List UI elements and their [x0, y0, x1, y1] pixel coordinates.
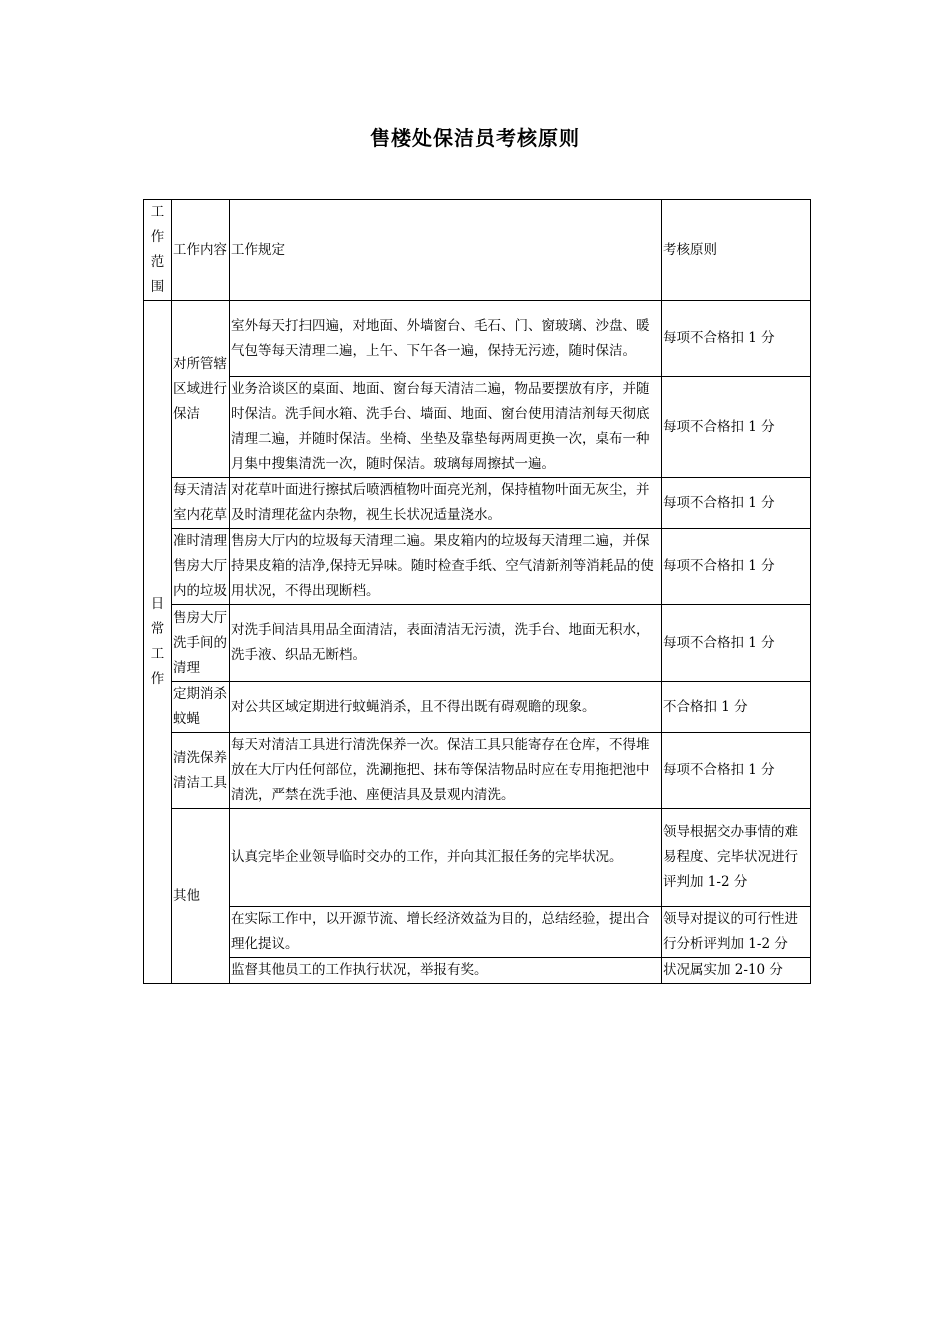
criteria-cell: 状况属实加 2-10 分 — [662, 958, 811, 984]
rule-cell: 业务洽谈区的桌面、地面、窗台每天清洁二遍，物品要摆放有序，并随时保洁。洗手间水箱、洗手台、墙面、地面、窗台使用清洁剂每天彻底清理二遍，并随时保洁。坐椅、坐垫及靠垫每两周更换一次，桌布一种月集中搜集清洗一次，随时保洁。玻璃每周擦拭一遍。 — [230, 377, 662, 478]
header-row — [144, 200, 811, 301]
table-row — [144, 478, 811, 529]
rule-cell: 对公共区域定期进行蚊蝇消杀，且不得出既有碍观瞻的现象。 — [230, 682, 662, 733]
rule-cell: 监督其他员工的工作执行状况，举报有奖。 — [230, 958, 662, 984]
criteria-cell: 每项不合格扣 1 分 — [662, 377, 811, 478]
assessment-table — [143, 199, 811, 984]
header-rule: 工作规定 — [230, 200, 662, 301]
table-row — [144, 907, 811, 958]
header-content: 工作内容 — [172, 200, 230, 301]
content-cell: 每天清洁室内花草 — [172, 478, 230, 529]
content-cell: 清洗保养清洁工具 — [172, 733, 230, 809]
rule-cell: 对洗手间洁具用品全面清洁，表面清洁无污渍，洗手台、地面无积水，洗手液、织品无断档。 — [230, 605, 662, 682]
scope-cell — [144, 301, 172, 984]
content-cell: 其他 — [172, 809, 230, 984]
criteria-cell: 领导根据交办事情的难易程度、完毕状况进行评判加 1-2 分 — [662, 809, 811, 907]
table-row — [144, 605, 811, 682]
table-row — [144, 529, 811, 605]
document-title: 售楼处保洁员考核原则 — [370, 126, 580, 150]
content-cell: 准时清理售房大厅内的垃圾 — [172, 529, 230, 605]
table-row — [144, 377, 811, 478]
scope-text: 日常工作 — [150, 596, 165, 687]
header-scope — [144, 200, 172, 301]
table-row — [144, 809, 811, 907]
rule-cell: 对花草叶面进行擦拭后喷洒植物叶面亮光剂，保持植物叶面无灰尘，并及时清理花盆内杂物，视生长状况适量浇水。 — [230, 478, 662, 529]
header-criteria: 考核原则 — [662, 200, 811, 301]
table-row — [144, 958, 811, 984]
criteria-cell: 每项不合格扣 1 分 — [662, 478, 811, 529]
table-row — [144, 301, 811, 377]
content-cell: 定期消杀蚊蝇 — [172, 682, 230, 733]
criteria-cell: 每项不合格扣 1 分 — [662, 605, 811, 682]
criteria-cell: 领导对提议的可行性进行分析评判加 1-2 分 — [662, 907, 811, 958]
rule-cell: 每天对清洁工具进行清洗保养一次。保洁工具只能寄存在仓库，不得堆放在大厅内任何部位，洗涮拖把、抹布等保洁物品时应在专用拖把池中清洗，严禁在洗手池、座便洁具及景观内清洗。 — [230, 733, 662, 809]
rule-cell: 室外每天打扫四遍，对地面、外墙窗台、毛石、门、窗玻璃、沙盘、暖气包等每天清理二遍，上午、下午各一遍，保持无污迹，随时保洁。 — [230, 301, 662, 377]
rule-cell: 认真完毕企业领导临时交办的工作，并向其汇报任务的完毕状况。 — [230, 809, 662, 907]
criteria-cell: 每项不合格扣 1 分 — [662, 301, 811, 377]
table-row — [144, 682, 811, 733]
rule-cell: 售房大厅内的垃圾每天清理二遍。果皮箱内的垃圾每天清理二遍，并保持果皮箱的洁净,保持无异味。随时检查手纸、空气清新剂等消耗品的使用状况，不得出现断档。 — [230, 529, 662, 605]
content-cell: 对所管辖区域进行保洁 — [172, 301, 230, 478]
criteria-cell: 不合格扣 1 分 — [662, 682, 811, 733]
criteria-cell: 每项不合格扣 1 分 — [662, 529, 811, 605]
rule-cell: 在实际工作中，以开源节流、增长经济效益为目的，总结经验，提出合理化提议。 — [230, 907, 662, 958]
criteria-cell: 每项不合格扣 1 分 — [662, 733, 811, 809]
header-scope-text: 工作范围 — [150, 204, 165, 295]
table-row — [144, 733, 811, 809]
content-cell: 售房大厅洗手间的清理 — [172, 605, 230, 682]
